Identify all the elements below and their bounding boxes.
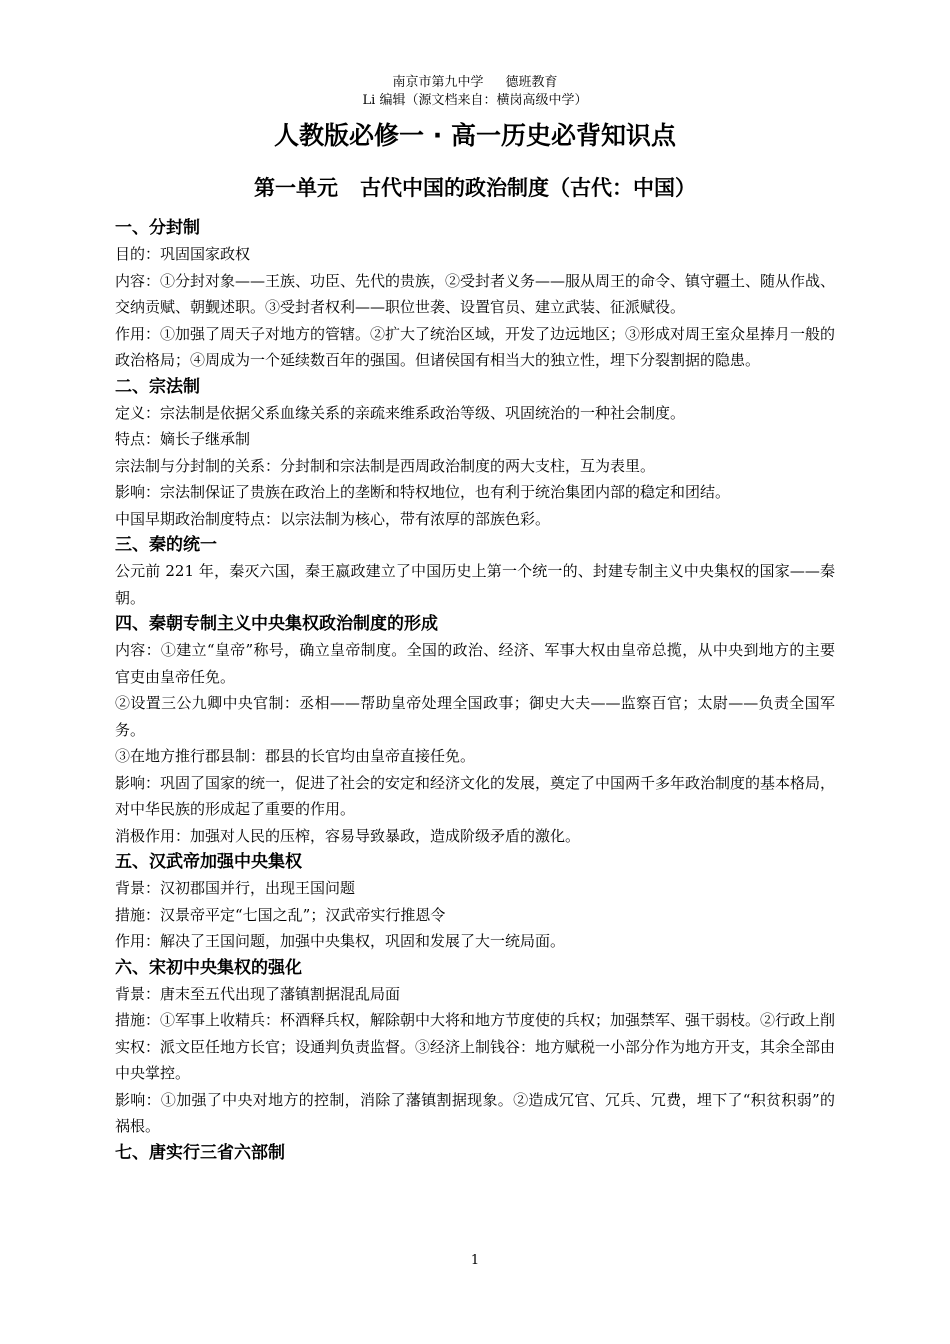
section-qin-unification — [115, 532, 835, 611]
paragraph: ②设置三公九卿中央官制：丞相——帮助皇帝处理全国政事；御史大夫——监察百官；太尉——负责全国军务。 — [115, 694, 835, 739]
paragraph: 措施：①军事上收精兵：杯酒释兵权，解除朝中大将和地方节度使的兵权；加强禁军、强干弱枝。②行政上削实权：派文臣任地方长官；设通判负责监督。③经济上制钱谷：地方赋税一小部分作为地方开支，其余全部由中央掌控。 — [115, 1011, 836, 1082]
header-org: 德班教育 — [505, 75, 558, 90]
unit-heading — [0, 173, 950, 203]
paragraph: 措施：汉景帝平定“七国之乱”；汉武帝实行推恩令 — [115, 905, 446, 924]
header-school: 南京市第九中学 — [392, 75, 484, 90]
paragraph: 内容：①建立“皇帝”称号，确立皇帝制度。全国的政治、经济、军事大权由皇帝总揽，从中央到地方的主要官吏由皇帝任免。 — [115, 641, 835, 686]
paragraph: 宗法制与分封制的关系：分封制和宗法制是西周政治制度的两大支柱，互为表里。 — [115, 456, 656, 475]
unit-label: 第一单元 — [254, 176, 338, 200]
section-han-wudi — [115, 849, 835, 955]
paragraph: 内容：①分封对象——王族、功臣、先代的贵族，②受封者义务——服从周王的命令、镇守疆土、随从作战、交纳贡赋、朝觐述职。③受封者权利——职位世袭、设置官员、建立武装、征派赋役。 — [115, 271, 836, 316]
paragraph: 公元前 221 年，秦灭六国，秦王嬴政建立了中国历史上第一个统一的、封建专制主义中央集权的国家——秦朝。 — [115, 562, 835, 607]
paragraph: 中国早期政治制度特点：以宗法制为核心，带有浓厚的部族色彩。 — [115, 509, 551, 528]
paragraph: 目的：巩固国家政权 — [115, 245, 251, 263]
section-heading: 三、秦的统一 — [115, 535, 217, 555]
paragraph: 背景：唐末至五代出现了藩镇割据混乱局面 — [115, 984, 401, 1003]
paragraph: 作用：解决了王国问题，加强中央集权，巩固和发展了大一统局面。 — [115, 932, 566, 950]
section-heading: 四、秦朝专制主义中央集权政治制度的形成 — [115, 614, 438, 634]
section-fenfeng — [115, 215, 835, 374]
paragraph: 影响：巩固了国家的统一，促进了社会的安定和经济文化的发展，奠定了中国两千多年政治制度的基本格局，对中华民族的形成起了重要的作用。 — [115, 773, 836, 818]
section-heading: 五、汉武帝加强中央集权 — [115, 852, 302, 872]
section-heading: 一、分封制 — [115, 218, 200, 238]
section-zongfa — [115, 374, 835, 533]
paragraph: 作用：①加强了周天子对地方的管辖。②扩大了统治区域，开发了边远地区；③形成对周王室众星捧月一般的政治格局；④周成为一个延续数百年的强国。但诸侯国有相当大的独立性，埋下分裂割据的隐患。 — [115, 324, 836, 369]
document-body — [115, 215, 835, 1166]
section-heading: 七、唐实行三省六部制 — [115, 1142, 285, 1163]
document-title: 人教版必修一 · 高一历史必背知识点 — [274, 121, 676, 150]
paragraph: 背景：汉初郡国并行，出现王国问题 — [115, 879, 356, 897]
paragraph: 影响：宗法制保证了贵族在政治上的垄断和特权地位，也有利于统治集团内部的稳定和团结。 — [115, 483, 731, 501]
paragraph: 特点：嫡长子继承制 — [115, 430, 251, 448]
section-song-centralization — [115, 955, 835, 1140]
paragraph: 定义：宗法制是依据父系血缘关系的亲疏来维系政治等级、巩固统治的一种社会制度。 — [115, 403, 686, 422]
page-header-line-1 — [0, 74, 950, 91]
section-tang-three-departments — [115, 1140, 835, 1166]
unit-title: 古代中国的政治制度（古代：中国） — [360, 176, 696, 200]
section-heading: 六、宋初中央集权的强化 — [115, 957, 302, 978]
page-header-line-2: Li 编辑（源文档来自：横岗高级中学） — [362, 93, 588, 108]
paragraph: ③在地方推行郡县制：郡县的长官均由皇帝直接任免。 — [115, 747, 476, 765]
section-qin-centralization — [115, 611, 835, 849]
paragraph: 影响：①加强了中央对地方的控制，消除了藩镇割据现象。②造成冗官、冗兵、冗费，埋下了“积贫积弱”的祸根。 — [115, 1090, 835, 1135]
section-heading: 二、宗法制 — [115, 376, 200, 397]
page-number: 1 — [470, 1253, 480, 1268]
paragraph: 消极作用：加强对人民的压榨，容易导致暴政，造成阶级矛盾的激化。 — [115, 826, 581, 845]
